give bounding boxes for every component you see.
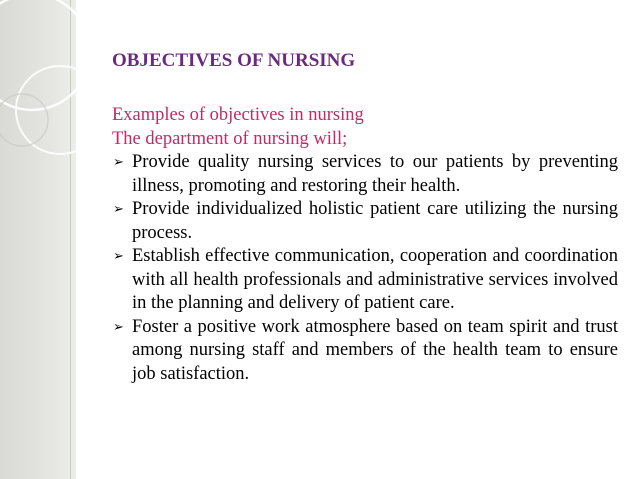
list-item <box>112 245 618 316</box>
slide-content <box>112 104 618 386</box>
list-item <box>112 316 618 387</box>
arrow-bullet-icon: ➢ <box>113 319 124 335</box>
list-item <box>112 198 618 245</box>
objectives-list <box>112 151 618 386</box>
list-item <box>112 151 618 198</box>
bullet-text: Foster a positive work atmosphere based on team spirit and trust among nursing staff and members of the health team to ensure job satisfaction. <box>132 316 618 384</box>
ring-small <box>0 94 48 146</box>
arrow-bullet-icon: ➢ <box>113 202 124 217</box>
slide-title: OBJECTIVES OF NURSING <box>112 50 356 71</box>
intro-line-1: Examples of objectives in nursing <box>112 105 364 125</box>
ring-large <box>0 0 90 110</box>
arrow-bullet-icon: ➢ <box>113 155 124 170</box>
intro-line-2: The department of nursing will; <box>112 128 348 149</box>
arrow-bullet-icon: ➢ <box>113 249 124 264</box>
bullet-text: Provide quality nursing services to our patients by preventing illness, promoting and restoring their health. <box>132 152 618 196</box>
bullet-text: Establish effective communication, cooperation and coordination with all health professionals and administrative services involved in the planning and delivery of patient care. <box>132 246 618 313</box>
bullet-text: Provide individualized holistic patient care utilizing the nursing process. <box>132 199 618 243</box>
